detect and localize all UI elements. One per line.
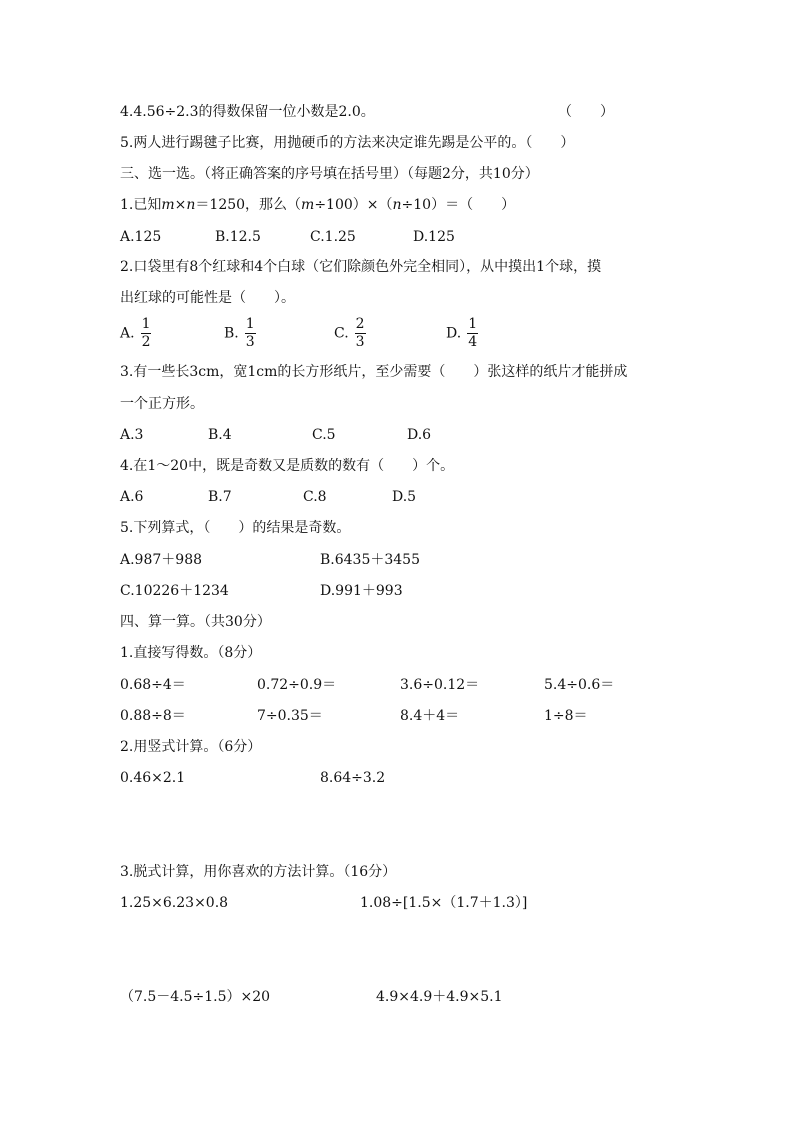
- option-b: B.7: [208, 489, 232, 505]
- denominator: 2: [141, 334, 151, 350]
- option-a: A.125: [120, 229, 162, 245]
- times-sign: ×: [174, 197, 187, 213]
- option-a: A.6: [120, 489, 144, 505]
- option-d: D.5: [392, 489, 417, 505]
- section-4-heading: 四、算一算。（共30分）: [120, 614, 271, 630]
- option-label: A.: [120, 325, 135, 342]
- step-calc-item: 1.25×6.23×0.8: [120, 895, 229, 911]
- option-label: B.: [224, 325, 239, 342]
- direct-calc-item: 0.72÷0.9＝: [257, 677, 337, 693]
- option-c: [334, 316, 366, 351]
- direct-calc-item: 8.4＋4＝: [400, 708, 460, 724]
- fraction: [355, 316, 366, 351]
- variable-n: n: [392, 197, 402, 213]
- option-label: D.: [446, 325, 462, 342]
- denominator: 4: [468, 334, 478, 350]
- numerator: 1: [468, 316, 478, 332]
- variable-n: n: [186, 197, 196, 213]
- direct-calc-item: 0.88÷8＝: [120, 708, 186, 724]
- variable-m: m: [301, 197, 315, 213]
- direct-calc-item: 1÷8＝: [544, 708, 588, 724]
- option-a: [120, 316, 151, 351]
- question-3-4: 4.在1～20中，既是奇数又是质数的数有（ ）个。: [120, 458, 455, 474]
- question-3-2-line1: 2.口袋里有8个红球和4个白球（它们除颜色外完全相同），从中摸出1个球，摸: [120, 259, 602, 275]
- denominator: 3: [245, 334, 255, 350]
- answer-paren: （ ）: [558, 104, 614, 120]
- option-d: D.6: [407, 427, 432, 443]
- question-2-5: 5.两人进行踢毽子比赛，用抛硬币的方法来决定谁先踢是公平的。（ ）: [120, 135, 575, 151]
- option-c: C.5: [312, 427, 336, 443]
- variable-m: m: [161, 197, 175, 213]
- section-3-heading: 三、选一选。（将正确答案的序号填在括号里）（每题2分，共10分）: [120, 166, 539, 182]
- fraction: [467, 316, 478, 351]
- direct-calc-item: 7÷0.35＝: [257, 708, 323, 724]
- option-b: [224, 316, 256, 351]
- question-3-3-line2: 一个正方形。: [120, 396, 204, 412]
- option-c: C.1.25: [310, 229, 356, 245]
- numerator: 1: [141, 316, 151, 332]
- option-a: A.987＋988: [120, 552, 203, 568]
- numerator: 1: [245, 316, 255, 332]
- numerator: 2: [355, 316, 365, 332]
- fraction: [245, 316, 256, 351]
- vertical-calc-item: 8.64÷3.2: [320, 770, 386, 786]
- question-3-3-line1: 3.有一些长3cm，宽1cm的长方形纸片，至少需要（ ）张这样的纸片才能拼成: [120, 364, 628, 380]
- question-3-2-line2: 出红球的可能性是（ ）。: [120, 290, 295, 306]
- direct-calc-item: 3.6÷0.12＝: [400, 677, 480, 693]
- vertical-calc-item: 0.46×2.1: [120, 770, 186, 786]
- text: ＝1250，那么（: [195, 197, 302, 213]
- option-d: [446, 316, 478, 351]
- question-3-5: 5.下列算式，（ ）的结果是奇数。: [120, 520, 351, 536]
- text: ÷100）×（: [314, 197, 393, 213]
- option-a: A.3: [120, 427, 144, 443]
- option-b: B.12.5: [215, 229, 261, 245]
- fraction: [141, 316, 152, 351]
- direct-calc-item: 5.4÷0.6＝: [544, 677, 615, 693]
- text: ÷10）＝（ ）: [401, 197, 516, 213]
- option-c: C.10226＋1234: [120, 583, 229, 599]
- option-b: B.6435＋3455: [320, 552, 420, 568]
- option-label: C.: [334, 325, 349, 342]
- denominator: 3: [355, 334, 365, 350]
- option-c: C.8: [303, 489, 327, 505]
- question-3-1: [120, 195, 515, 215]
- question-4-3: 3.脱式计算，用你喜欢的方法计算。（16分）: [120, 864, 397, 880]
- question-2-4: 4.4.56÷2.3的得数保留一位小数是2.0。: [120, 104, 375, 120]
- step-calc-item: 4.9×4.9＋4.9×5.1: [376, 989, 503, 1005]
- question-4-1: 1.直接写得数。（8分）: [120, 645, 262, 661]
- option-d: D.125: [413, 229, 455, 245]
- option-d: D.991＋993: [320, 583, 403, 599]
- step-calc-item: （7.5－4.5÷1.5）×20: [120, 989, 271, 1005]
- step-calc-item: 1.08÷[1.5×（1.7＋1.3）]: [360, 895, 528, 911]
- direct-calc-item: 0.68÷4＝: [120, 677, 186, 693]
- option-b: B.4: [208, 427, 232, 443]
- text: 1.已知: [120, 197, 162, 213]
- question-4-2: 2.用竖式计算。（6分）: [120, 739, 262, 755]
